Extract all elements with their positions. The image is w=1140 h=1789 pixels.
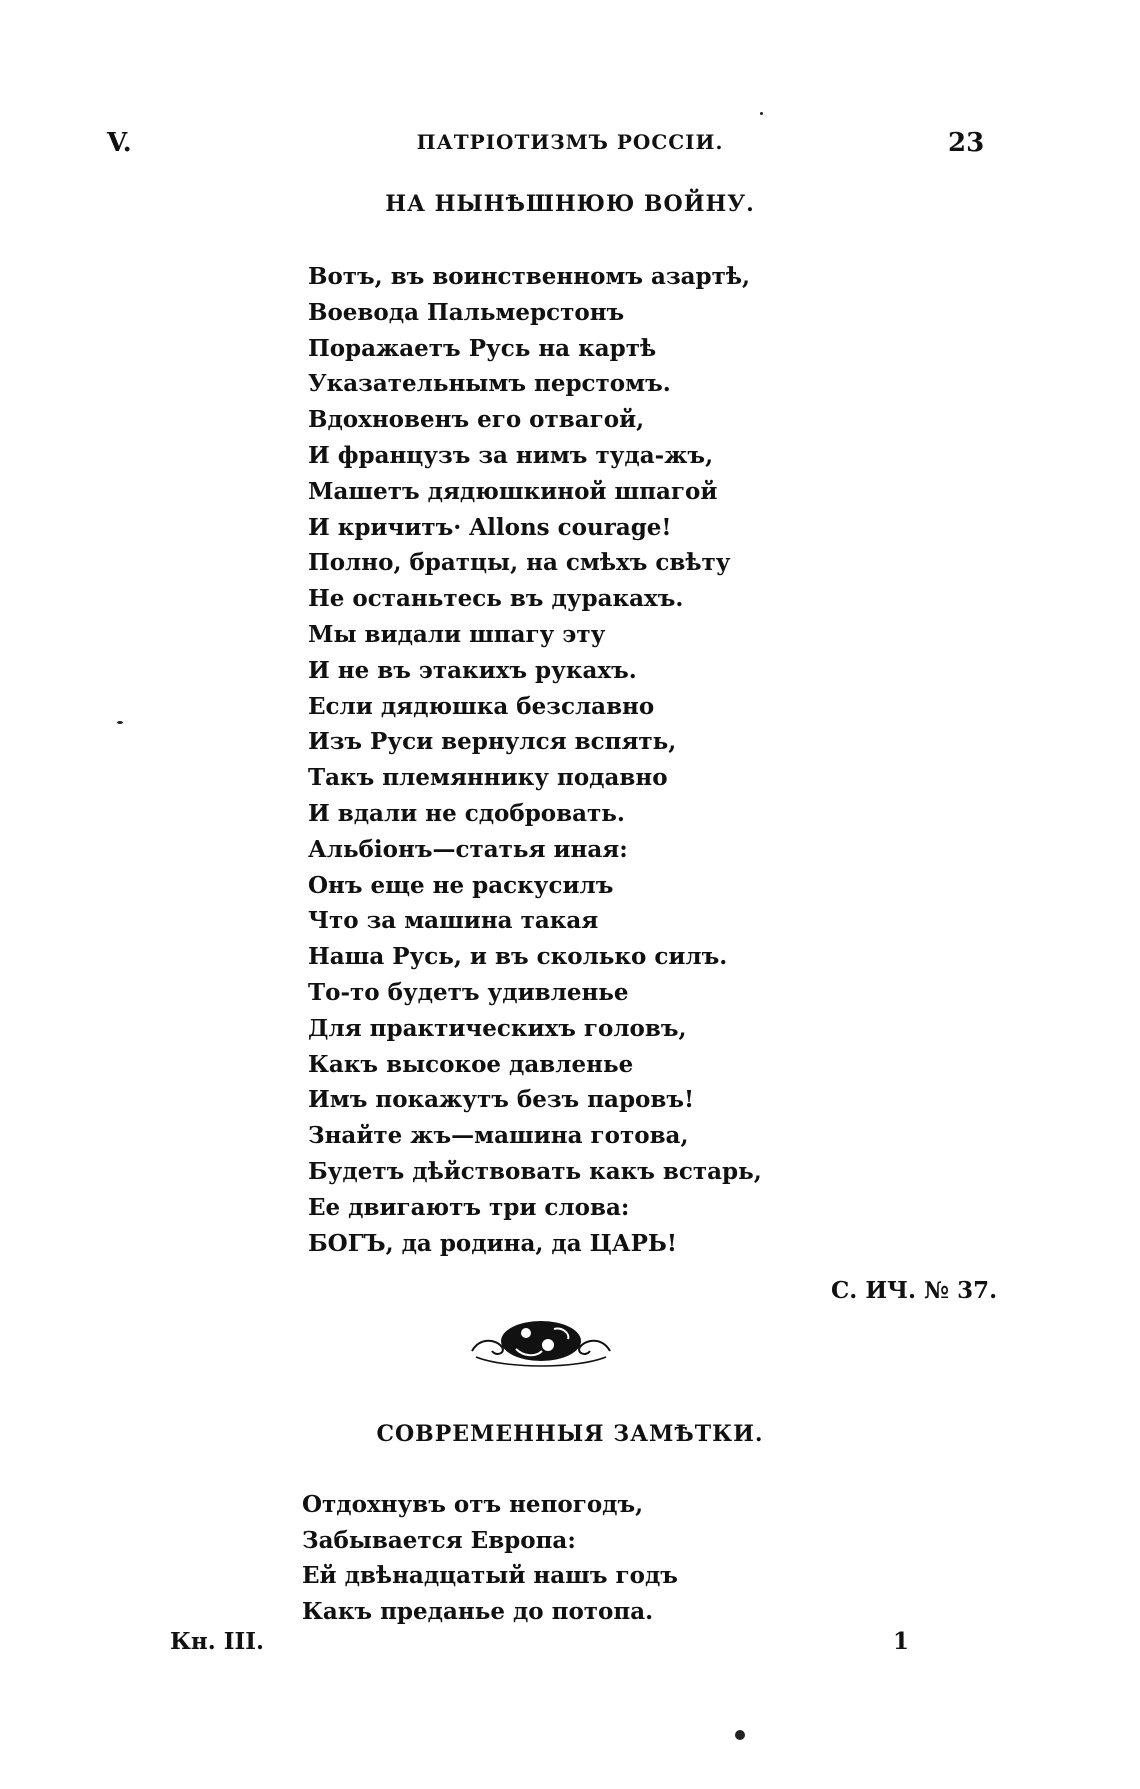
verse-line: Имъ покажутъ безъ паровъ!	[308, 1086, 695, 1114]
verse-line: Не останьтесь въ дуракахъ.	[308, 585, 684, 613]
verse-line: Альбіонъ—статья иная:	[308, 835, 628, 863]
verse-line: Такъ племяннику подавно	[308, 764, 668, 792]
sheet-number: 1	[893, 1628, 910, 1655]
verse-line: Наша Русь, и въ сколько силъ.	[308, 943, 728, 971]
ink-speck	[117, 721, 123, 724]
verse-line: БОГЪ, да родина, да ЦАРЬ!	[308, 1229, 677, 1257]
verse-line: Если дядюшка безславно	[308, 692, 655, 720]
verse-line: Воевода Пальмерстонъ	[308, 298, 625, 326]
verse-line: Будетъ дѣйствовать какъ встарь,	[308, 1157, 762, 1185]
verse-line: И кричитъ· Allons courage!	[308, 513, 672, 541]
verse-line: Вдохновенъ его отвагой,	[308, 406, 645, 434]
ink-speck	[735, 1730, 745, 1740]
verse-line: Поражаетъ Русь на картѣ	[308, 334, 657, 362]
page-number: 23	[948, 128, 985, 158]
running-head	[0, 128, 1140, 168]
poem-title: НА НЫНѢШНЮЮ ВОЙНУ.	[385, 191, 755, 217]
verse-line: Онъ еще не раскусилъ	[308, 871, 614, 899]
verse-line: И французъ за нимъ туда-жъ,	[308, 441, 714, 469]
section-number: V.	[107, 128, 132, 158]
verse-line: Что за машина такая	[308, 907, 599, 935]
verse-line: Указательнымъ перстомъ.	[308, 370, 671, 398]
verse-line: Полно, братцы, на смѣхъ свѣту	[308, 549, 731, 577]
poem-signature: С. ИЧ. № 37.	[831, 1277, 998, 1304]
verse-line: Какъ высокое давленье	[308, 1050, 634, 1078]
verse-line: Вотъ, въ воинственномъ азартѣ,	[308, 263, 751, 290]
verse-line: То-то будетъ удивленье	[308, 978, 629, 1006]
poem-verse	[308, 259, 762, 1261]
verse-line: Какъ преданье до потопа.	[302, 1597, 654, 1625]
verse-line: Мы видали шпагу эту	[308, 620, 606, 648]
ink-speck	[760, 112, 763, 115]
verse-line: Ее двигаютъ три слова:	[308, 1193, 630, 1221]
verse-line: Ей двѣнадцатый нашъ годъ	[302, 1562, 678, 1589]
verse-line: Отдохнувъ отъ непогодъ,	[302, 1491, 644, 1518]
verse-line: Для практическихъ головъ,	[308, 1014, 687, 1042]
running-title: ПАТРІОТИЗМЪ РОССІИ.	[416, 130, 724, 154]
verse-line: И не въ этакихъ рукахъ.	[308, 656, 637, 684]
verse-line: Забывается Европа:	[302, 1526, 576, 1554]
poem-title: СОВРЕМЕННЫЯ ЗАМѢТКИ.	[376, 1421, 764, 1447]
poem-verse	[302, 1487, 678, 1629]
verse-line: Знайте жъ—машина готова,	[308, 1122, 689, 1150]
signature-mark: Кн. III.	[170, 1628, 265, 1655]
verse-line: Машетъ дядюшкиной шпагой	[308, 477, 718, 505]
verse-line: И вдали не сдобровать.	[308, 799, 625, 827]
verse-line: Изъ Руси вернулся вспять,	[308, 728, 677, 756]
ornament-vignette	[466, 1313, 616, 1373]
